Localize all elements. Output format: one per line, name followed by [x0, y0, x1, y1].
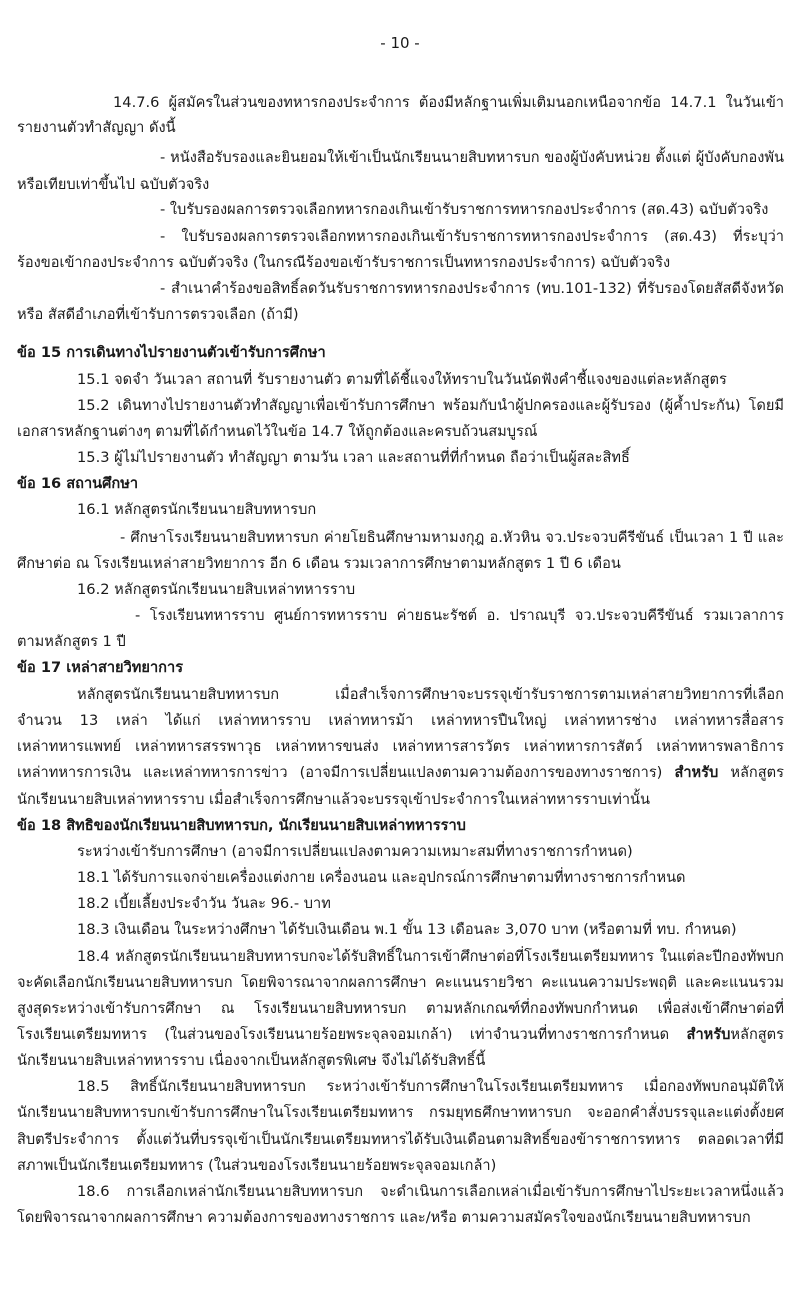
text-segment: 18.2 เบี้ยเลี้ยงประจำวัน วันละ 96.- บาท — [77, 895, 331, 912]
section-heading — [17, 655, 784, 681]
text-segment: หลักสูตร — [718, 764, 784, 781]
text-line — [77, 497, 784, 523]
text-segment: 15.2 เดินทางไปรายงานตัวทำสัญญาเพื่อเข้ารับการศึกษา พร้อมกับนำผู้ปกครองและผู้รับรอง (ผู้ค้ำประกัน) โดยมี — [77, 397, 784, 414]
text-line — [17, 419, 784, 445]
section-heading — [17, 471, 784, 497]
text-line — [17, 970, 784, 996]
text-segment: ระหว่างเข้ารับการศึกษา (อาจมีการเปลี่ยนแปลงตามความเหมาะสมที่ทางราชการกำหนด) — [77, 843, 633, 860]
text-segment: - โรงเรียนทหารราบ ศูนย์การทหารราบ ค่ายธนะรัชต์ อ. ปราณบุรี จว.ประจวบคีรีขันธ์ รวมเวลาการ — [135, 607, 784, 624]
text-segment: นักเรียนนายสิบเหล่าทหารราบ เมื่อสำเร็จการศึกษาแล้วจะบรรจุเข้าประจำการในเหล่าทหารราบเท่านั้น — [17, 791, 650, 808]
text-segment: รายงานตัวทำสัญญา ดังนี้ — [17, 119, 176, 136]
text-line — [17, 551, 784, 577]
text-segment: นักเรียนนายสิบเหล่าทหารราบ เนื่องจากเป็นหลักสูตรพิเศษ จึงไม่ได้รับสิทธิ์นี้ — [17, 1052, 486, 1069]
text-segment: เอกสารหลักฐานต่างๆ ตามที่ได้กำหนดไว้ในข้อ 14.7 ให้ถูกต้องและครบถ้วนสมบูรณ์ — [17, 423, 538, 440]
text-segment: หรือเทียบเท่าขึ้นไป ฉบับตัวจริง — [17, 176, 210, 193]
bold-text: ข้อ 15 การเดินทางไปรายงานตัวเข้ารับการศึกษา — [17, 344, 326, 361]
text-line — [17, 302, 784, 328]
section-heading — [17, 813, 784, 839]
text-line — [77, 1179, 784, 1205]
section-heading — [17, 340, 784, 366]
text-segment: นักเรียนนายสิบทหารบกเข้ารับการศึกษาในโรงเรียนเตรียมทหาร กรมยุทธศึกษาทหารบก จะออกคำสั่งบรรจุและแต่งตั้งยศ — [17, 1104, 784, 1121]
text-line — [135, 603, 784, 629]
text-line — [17, 1100, 784, 1126]
text-segment: - สำเนาคำร้องขอสิทธิ์ลดวันรับราชการทหารกองประจำการ (ทบ.101-132) ที่รับรองโดยสัสดีจังหวัด — [160, 280, 784, 297]
text-line — [160, 276, 784, 302]
text-segment: สิบตรีประจำการ ตั้งแต่วันที่บรรจุเข้าเป็นนักเรียนเตรียมทหารได้รับเงินเดือนตามสิทธิ์ของข้าราชการทหาร ตลอดเวลาที่มี — [17, 1131, 784, 1148]
text-segment: สูงสุดระหว่างเข้ารับการศึกษา ณ โรงเรียนนายสิบทหารบก ตามหลักเกณฑ์ที่กองทัพบกกำหนด เพื่อส่งเข้าศึกษาต่อที่ — [17, 1000, 784, 1017]
text-line — [77, 917, 784, 943]
text-segment: โดยพิจารณาจากผลการศึกษา ความต้องการของทางราชการ และ/หรือ ตามความสมัครใจของนักเรียนนายสิบทหารบก — [17, 1209, 751, 1226]
bold-text: สำหรับ — [674, 764, 719, 781]
text-line — [17, 1022, 784, 1048]
text-segment: 18.5 สิทธิ์นักเรียนนายสิบทหารบก ระหว่างเข้ารับการศึกษาในโรงเรียนเตรียมทหาร เมื่อกองทัพบกอนุมัติให้ — [77, 1078, 784, 1095]
text-segment: หรือ สัสดีอำเภอที่เข้ารับการตรวจเลือก (ถ้ามี) — [17, 306, 299, 323]
text-segment: สภาพเป็นนักเรียนเตรียมทหาร (ในส่วนของโรงเรียนนายร้อยพระจุลจอมเกล้า) — [17, 1157, 497, 1174]
text-segment: 16.1 หลักสูตรนักเรียนนายสิบทหารบก — [77, 501, 317, 518]
text-segment: 14.7.6 ผู้สมัครในส่วนของทหารกองประจำการ ต้องมีหลักฐานเพิ่มเติมนอกเหนือจากข้อ 14.7.1 ในวันเข้า — [113, 94, 784, 111]
text-line — [17, 787, 784, 813]
text-line — [17, 1153, 784, 1179]
text-segment: จะคัดเลือกนักเรียนนายสิบทหารบก โดยพิจารณาจากผลการศึกษา คะแนนรายวิชา คะแนนความประพฤติ และคะแนนรวม — [17, 974, 784, 991]
text-line — [17, 629, 784, 655]
text-line — [160, 224, 784, 250]
text-line — [17, 172, 784, 198]
text-segment: 18.4 หลักสูตรนักเรียนนายสิบทหารบกจะได้รับสิทธิ์ในการเข้าศึกษาต่อที่โรงเรียนเตรียมทหาร ในแต่ละปีกองทัพบก — [77, 948, 784, 965]
text-line — [77, 891, 784, 917]
text-line — [17, 115, 784, 141]
text-line — [17, 250, 784, 276]
text-segment: - ใบรับรองผลการตรวจเลือกทหารกองเกินเข้ารับราชการทหารกองประจำการ (สด.43) ที่ระบุว่า — [160, 228, 784, 245]
page-number: - 10 - — [380, 34, 420, 52]
text-segment: 16.2 หลักสูตรนักเรียนนายสิบเหล่าทหารราบ — [77, 581, 356, 598]
text-segment: 18.6 การเลือกเหล่านักเรียนนายสิบทหารบก จะดำเนินการเลือกเหล่าเมื่อเข้ารับการศึกษาไประยะเวลาหนึ่งแล้ว — [77, 1183, 784, 1200]
text-line — [160, 197, 784, 223]
bold-text: ข้อ 17 เหล่าสายวิทยาการ — [17, 659, 184, 676]
text-line — [77, 445, 784, 471]
text-segment: ร้องขอเข้ากองประจำการ ฉบับตัวจริง (ในกรณีร้องขอเข้ารับราชการเป็นทหารกองประจำการ) ฉบับตัวจริง — [17, 254, 671, 271]
text-segment: 15.3 ผู้ไม่ไปรายงานตัว ทำสัญญา ตามวัน เวลา และสถานที่ที่กำหนด ถือว่าเป็นผู้สละสิทธิ์ — [77, 449, 630, 466]
bold-text: ข้อ 16 สถานศึกษา — [17, 475, 139, 492]
text-line — [17, 760, 784, 786]
text-segment: 15.1 จดจำ วันเวลา สถานที่ รับรายงานตัว ตามที่ได้ชี้แจงให้ทราบในวันนัดฟังคำชี้แจงของแต่ละหลักสูตร — [77, 371, 727, 388]
text-segment: เหล่าทหารการเงิน และเหล่าทหารการข่าว (อาจมีการเปลี่ยนแปลงตามความต้องการของทางราชการ) — [17, 764, 675, 781]
text-line — [77, 839, 784, 865]
text-segment: - หนังสือรับรองและยินยอมให้เข้าเป็นนักเรียนนายสิบทหารบก ของผู้บังคับหน่วย ตั้งแต่ ผู้บังคับกองพัน — [160, 149, 784, 166]
text-line — [77, 1074, 784, 1100]
text-line — [17, 734, 784, 760]
text-line — [160, 145, 784, 171]
text-line — [77, 682, 784, 708]
text-line — [77, 367, 784, 393]
text-line — [17, 1205, 784, 1231]
text-line — [113, 90, 784, 116]
bold-text: ข้อ 18 สิทธิของนักเรียนนายสิบทหารบก, นักเรียนนายสิบเหล่าทหารราบ — [17, 817, 466, 834]
text-line — [17, 1127, 784, 1153]
text-segment: เหล่าทหารแพทย์ เหล่าทหารสรรพาวุธ เหล่าทหารขนส่ง เหล่าทหารสารวัตร เหล่าทหารการสัตว์ เหล่าทหารพลาธิการ — [17, 738, 784, 755]
text-segment: ตามหลักสูตร 1 ปี — [17, 633, 126, 650]
text-segment: - ใบรับรองผลการตรวจเลือกทหารกองเกินเข้ารับราชการทหารกองประจำการ (สด.43) ฉบับตัวจริง — [160, 201, 769, 218]
text-line — [120, 525, 784, 551]
text-line — [77, 577, 784, 603]
text-segment: จำนวน 13 เหล่า ได้แก่ เหล่าทหารราบ เหล่าทหารม้า เหล่าทหารปืนใหญ่ เหล่าทหารช่าง เหล่าทหารสื่อสาร — [17, 712, 784, 729]
text-segment: 18.1 ได้รับการแจกจ่ายเครื่องแต่งกาย เครื่องนอน และอุปกรณ์การศึกษาตามที่ทางราชการกำหนด — [77, 869, 686, 886]
text-segment: หลักสูตรนักเรียนนายสิบทหารบก เมื่อสำเร็จการศึกษาจะบรรจุเข้ารับราชการตามเหล่าสายวิทยาการที่เลือก — [77, 686, 784, 703]
text-line — [77, 865, 784, 891]
text-line — [17, 708, 784, 734]
text-line — [77, 393, 784, 419]
text-segment: ศึกษาต่อ ณ โรงเรียนเหล่าสายวิทยาการ อีก 6 เดือน รวมเวลาการศึกษาตามหลักสูตร 1 ปี 6 เดือน — [17, 555, 621, 572]
text-line — [17, 996, 784, 1022]
text-segment: 18.3 เงินเดือน ในระหว่างศึกษา ได้รับเงินเดือน พ.1 ขั้น 13 เดือนละ 3,070 บาท (หรือตามที่ ทบ. กำหนด) — [77, 921, 737, 938]
text-line — [17, 1048, 784, 1074]
text-line — [77, 944, 784, 970]
bold-text: สำหรับ — [686, 1026, 731, 1043]
text-segment: โรงเรียนเตรียมทหาร (ในส่วนของโรงเรียนนายร้อยพระจุลจอมเกล้า) เท่าจำนวนที่ทางราชการกำหนด — [17, 1026, 687, 1043]
text-segment: - ศึกษาโรงเรียนนายสิบทหารบก ค่ายโยธินศึกษามหามงกุฎ อ.หัวหิน จว.ประจวบคีรีขันธ์ เป็นเวลา 1 ปี และ — [120, 529, 784, 546]
text-segment: หลักสูตร — [730, 1026, 784, 1043]
